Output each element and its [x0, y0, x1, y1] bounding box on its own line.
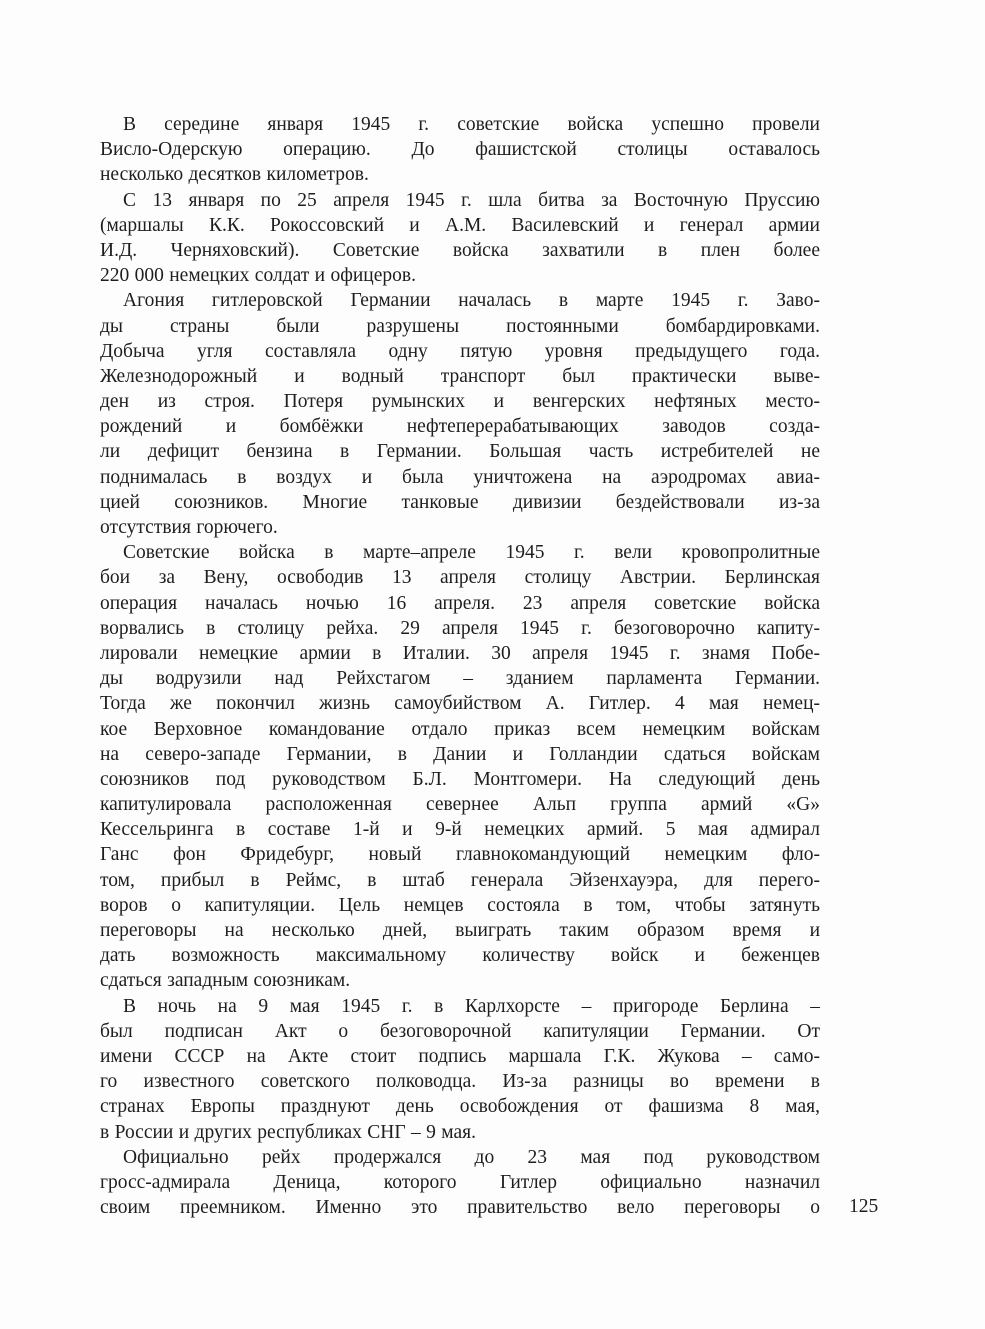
text-line: Ганс фон Фридебург, новый главнокомандующий немецким фло- [100, 844, 820, 866]
text-line: В ночь на 9 мая 1945 г. в Карлхорсте – пригороде Берлина – [123, 995, 820, 1017]
text-line: Советские войска в марте–апреле 1945 г. вели кровопролитные [123, 542, 820, 564]
text-line: лировали немецкие армии в Италии. 30 апреля 1945 г. знамя Побе- [100, 642, 820, 664]
text-line: гросс-адмирала Деница, которого Гитлер официально назначил [100, 1171, 820, 1193]
paragraph [100, 112, 820, 188]
text-line: В середине января 1945 г. советские войска успешно провели [123, 114, 820, 135]
text-line: воров о капитуляции. Цель немцев состояла в том, чтобы затянуть [100, 894, 820, 916]
text-line: Добыча угля составляла одну пятую уровня предыдущего года. [100, 340, 820, 362]
text-line: Официально рейх продержался до 23 мая под руководством [123, 1146, 820, 1168]
text-line: переговоры на несколько дней, выиграть таким образом время и [100, 920, 820, 941]
text-line: го известного советского полководца. Из-за разницы во времени в [100, 1071, 820, 1093]
text-line: С 13 января по 25 апреля 1945 г. шла битва за Восточную Пруссию [123, 189, 820, 211]
text-line: капитулировала расположенная севернее Альп группа армий «G» [100, 794, 820, 816]
text-line: бои за Вену, освободив 13 апреля столицу Австрии. Берлинская [100, 567, 820, 589]
text-line: цией союзников. Многие танковые дивизии бездействовали из-за [100, 491, 820, 513]
text-line: своим преемником. Именно это правительство вело переговоры о [100, 1197, 820, 1219]
text-line: Агония гитлеровской Германии началась в марте 1945 г. Заво- [123, 290, 820, 312]
text-line: несколько десятков километров. [100, 164, 369, 186]
text-line: дать возможность максимальному количеству войск и беженцев [100, 945, 820, 967]
text-line: Кессельринга в составе 1-й и 9-й немецких армий. 5 мая адмирал [100, 819, 820, 841]
paragraph [100, 540, 820, 993]
paragraph [100, 288, 820, 540]
text-line: ворвались в столицу рейха. 29 апреля 1945 г. безоговорочно капиту- [100, 617, 820, 639]
text-line: странах Европы празднуют день освобождения от фашизма 8 мая, [100, 1096, 820, 1118]
text-line: ды водрузили над Рейхстагом – зданием парламента Германии. [100, 668, 820, 690]
paragraph [100, 1145, 820, 1221]
text-line: на северо-западе Германии, в Дании и Голландии сдаться войскам [100, 743, 820, 765]
paragraph [100, 188, 820, 289]
page-number: 125 [849, 1196, 879, 1217]
text-line: ден из строя. Потеря румынских и венгерских нефтяных место- [100, 391, 820, 413]
text-block [100, 112, 820, 1220]
text-line: союзников под руководством Б.Л. Монтгомери. На следующий день [100, 768, 820, 790]
text-line: поднималась в воздух и была уничтожена на аэродромах авиа- [100, 466, 820, 488]
text-line: Тогда же покончил жизнь самоубийством А. Гитлер. 4 мая немец- [100, 693, 820, 715]
text-line: рождений и бомбёжки нефтеперерабатывающих заводов созда- [100, 416, 820, 438]
text-line: И.Д. Черняховский). Советские войска захватили в плен более [100, 239, 820, 261]
paragraph [100, 994, 820, 1145]
text-line: был подписан Акт о безоговорочной капитуляции Германии. От [100, 1020, 820, 1042]
text-line: ды страны были разрушены постоянными бомбардировками. [100, 315, 820, 337]
text-line: ли дефицит бензина в Германии. Большая часть истребителей не [100, 441, 820, 463]
text-line: Железнодорожный и водный транспорт был практически выве- [100, 365, 820, 387]
text-line: отсутствия горючего. [100, 517, 278, 538]
text-line: в России и других республиках СНГ – 9 мая. [100, 1121, 476, 1143]
text-line: 220 000 немецких солдат и офицеров. [100, 265, 416, 287]
text-line: кое Верховное командование отдало приказ всем немецким войскам [100, 718, 820, 740]
text-line: имени СССР на Акте стоит подпись маршала Г.К. Жукова – само- [100, 1045, 820, 1067]
text-line: сдаться западным союзникам. [100, 970, 351, 992]
text-line: (маршалы К.К. Рокоссовский и А.М. Василевский и генерал армии [100, 214, 820, 236]
text-line: том, прибыл в Реймс, в штаб генерала Эйзенхауэра, для перего- [100, 869, 820, 891]
text-line: Висло-Одерскую операцию. До фашистской столицы оставалось [100, 139, 820, 161]
text-line: операция началась ночью 16 апреля. 23 апреля советские войска [100, 592, 820, 614]
